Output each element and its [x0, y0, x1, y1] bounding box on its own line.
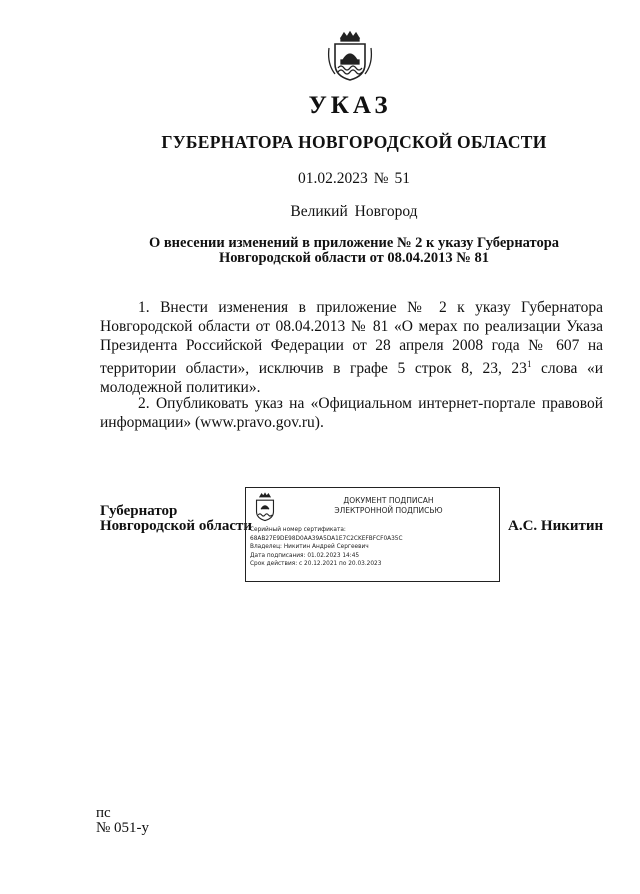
certificate-owner: Владелец: Никитин Андрей Сергеевич: [250, 544, 369, 551]
serial-label: Серийный номер сертификата:: [250, 527, 346, 533]
document-title: УКАЗ: [308, 92, 392, 119]
serial-number: 68AB27E9DE98D0AA39A5DA1E7C2CKEFBFCF0A35C: [250, 535, 403, 542]
city: Великий Новгород: [290, 203, 418, 220]
footer-doc-number: № 051-у: [96, 820, 150, 836]
paragraph-2: 2. Опубликовать указ на «Официальном интернет-портале правовой информации» (www.pravo.gov.ru).: [100, 395, 603, 431]
signatory-position: [100, 504, 252, 534]
issuer-title: ГУБЕРНАТОРА НОВГОРОДСКОЙ ОБЛАСТИ: [161, 132, 547, 152]
stamp-heading-line-1: ДОКУМЕНТ ПОДПИСАН: [343, 496, 434, 505]
stamp-heading: [286, 496, 491, 516]
paragraph-1: [100, 298, 603, 397]
paragraph-1-text: 1. Внести изменения в приложение № 2 к указу Губернатора Новгородской области от 08.04.2013 № 81 «О мерах по реализации Указа Президента Российской Федерации от 28 апреля 2008 года № 607 на территории области», исключив в графе 5 строк 8, 23, 23: [100, 299, 603, 378]
decree-subject: [0, 236, 640, 266]
electronic-signature-stamp: [245, 487, 500, 582]
position-line-2: Новгородской области: [100, 518, 253, 534]
number-sign: №: [373, 170, 389, 187]
footer-initials: пс: [96, 805, 111, 821]
certificate-validity: Срок действия: с 20.12.2021 по 20.03.2023: [250, 561, 382, 568]
stamp-coat-of-arms-icon: [252, 492, 278, 522]
paragraph-1-superscript: 1: [526, 359, 532, 369]
document-footer: [96, 806, 149, 836]
stamp-heading-line-2: ЭЛЕКТРОННОЙ ПОДПИСЬЮ: [334, 506, 443, 515]
decree-date: 01.02.2023: [297, 170, 368, 187]
subject-line-1: О внесении изменений в приложение № 2 к указу Губернатора: [148, 235, 560, 251]
decree-number: 51: [394, 170, 411, 187]
paragraph-1-text-end: слова «и молодежной политики».: [100, 360, 603, 397]
position-line-1: Губернатор: [100, 503, 178, 519]
stamp-details: [250, 526, 498, 569]
signing-date: Дата подписания: 01.02.2023 14:45: [250, 552, 360, 559]
subject-line-2: Новгородской области от 08.04.2013 № 81: [219, 250, 489, 266]
decree-date-number: [0, 170, 640, 188]
signatory-name: А.С. Никитин: [508, 518, 604, 534]
novgorod-coat-of-arms-icon: [327, 30, 373, 82]
